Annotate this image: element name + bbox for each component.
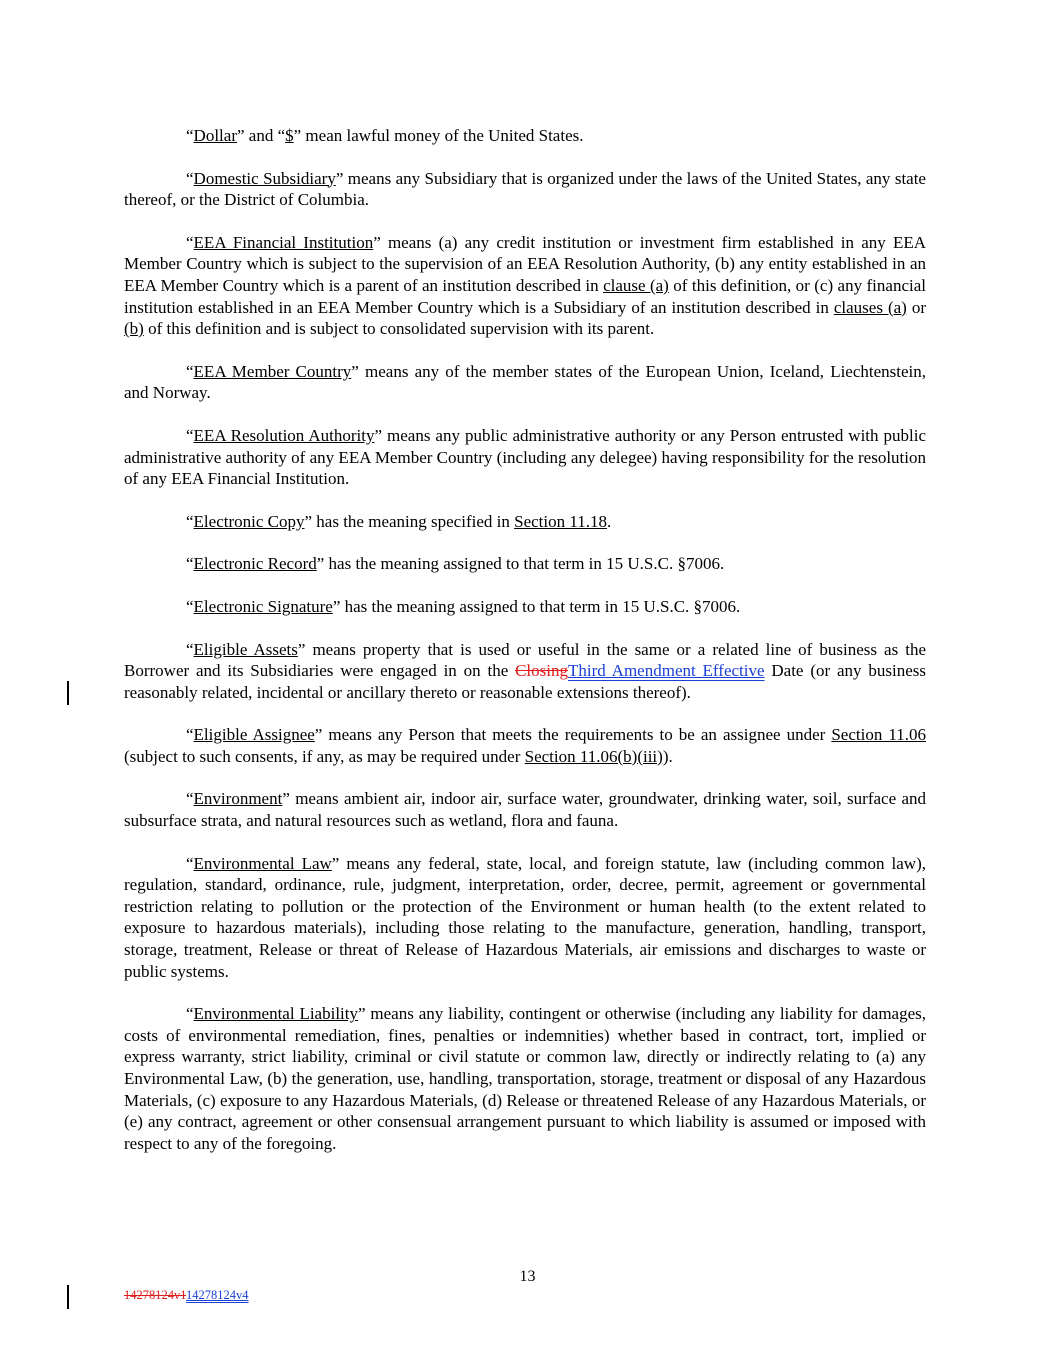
- defined-term: Environmental Law: [193, 853, 332, 873]
- tracked-deletion: Closing: [515, 661, 568, 681]
- cross-reference: Section 11.06: [831, 725, 926, 745]
- open-quote: “: [186, 511, 194, 531]
- cross-reference: Section 11.06(b)(iii): [524, 746, 663, 766]
- definition-eea-resolution-authority: [124, 425, 926, 490]
- open-quote: “: [186, 126, 194, 145]
- cross-reference: (b): [124, 319, 144, 339]
- defined-term: Electronic Record: [193, 554, 317, 574]
- definition-text: ” means property that is used or useful in the same or a related line of business as the Borrower and its Subsidiaries were engaged in on the: [124, 639, 926, 681]
- change-bar: [67, 1285, 69, 1309]
- defined-term: Environmental Liability: [193, 1004, 358, 1024]
- cross-reference: Section 11.18: [514, 511, 607, 531]
- defined-term: Electronic Copy: [193, 511, 305, 531]
- definition-text: ” means any liability, contingent or otherwise (including any liability for damages, costs of environmental remediation, fines, penalties or indemnities) whether based in contract, tort, implied or express warranty, strict liability, criminal or civil statute or common law, directly or indirectly relating to (a) any Environmental Law, (b) the generation, use, handling, transportation, storage, treatment or disposal of any Hazardous Materials, (c) exposure to any Hazardous Materials, (d) Release or threatened Release of any Hazardous Materials, or (e) any contract, agreement or other consensual arrangement pursuant to which liability is assumed or imposed with respect to any of the foregoing.: [124, 1004, 926, 1153]
- definition-text: of this definition and is subject to consolidated supervision with its parent.: [143, 319, 655, 339]
- definition-text: ” means any federal, state, local, and foreign statute, law (including common law), regulation, standard, ordinance, rule, judgment, interpretation, order, decree, permit, agreement or governmental restriction relating to pollution or the protection of the Environment or human health (to the extent related to exposure to hazardous materials), including those relating to the manufacture, generation, handling, transport, storage, treatment, Release or threat of Release of Hazardous Materials, air emissions and discharges to waste or public systems.: [124, 853, 926, 981]
- definition-text: of this definition, or (c) any financial institution established in an EEA Member Country which is a Subsidiary of an institution described in: [124, 275, 926, 317]
- definition-eea-member-country: [124, 361, 926, 404]
- defined-term: EEA Member Country: [193, 361, 352, 381]
- definition-environmental-law: [124, 853, 926, 983]
- defined-term: Electronic Signature: [193, 596, 333, 616]
- definition-domestic-subsidiary: [124, 168, 926, 211]
- defined-term: Dollar: [193, 126, 237, 145]
- change-bar: [67, 681, 69, 705]
- document-id: [124, 1288, 249, 1303]
- definition-electronic-copy: [124, 511, 926, 533]
- defined-term: EEA Financial Institution: [193, 232, 374, 252]
- definition-text: ” means any Person that meets the requirements to be an assignee under: [314, 725, 832, 745]
- definition-environmental-liability: [124, 1003, 926, 1154]
- cross-reference: clause (a): [603, 275, 669, 295]
- definition-text: ” means ambient air, indoor air, surface water, groundwater, drinking water, soil, surface and subsurface strata, and natural resources such as wetland, flora and fauna.: [124, 789, 926, 831]
- page-number: 13: [519, 1268, 536, 1285]
- open-quote: “: [186, 639, 194, 659]
- open-quote: “: [186, 789, 194, 809]
- definition-text: ).: [662, 746, 673, 766]
- open-quote: “: [186, 425, 194, 445]
- tracked-insertion: Third Amendment Effective: [568, 661, 765, 681]
- definition-text: ” has the meaning assigned to that term in 15 U.S.C. §7006.: [316, 554, 725, 574]
- definition-eea-financial-institution: [124, 232, 926, 340]
- definition-text: ” means any Subsidiary that is organized under the laws of the United States, any state thereof, or the District of Columbia.: [124, 168, 926, 210]
- definition-text: (subject to such consents, if any, as may be required under: [124, 746, 525, 766]
- definition-text: ” mean lawful money of the United States.: [293, 126, 584, 145]
- open-quote: “: [186, 725, 194, 745]
- definition-electronic-record: [124, 553, 926, 575]
- defined-term: Eligible Assignee: [193, 725, 315, 745]
- definition-text: Date (or any business reasonably related, incidental or ancillary thereto or reasonable extensions thereof).: [124, 661, 926, 702]
- document-body: [124, 125, 926, 1175]
- defined-term: Domestic Subsidiary: [193, 168, 336, 188]
- connector-text: ” and “: [236, 126, 286, 145]
- defined-term: EEA Resolution Authority: [193, 425, 375, 445]
- defined-term: Eligible Assets: [193, 639, 298, 659]
- definition-environment: [124, 788, 926, 831]
- open-quote: “: [186, 554, 194, 574]
- tracked-insertion: 14278124v4: [186, 1288, 249, 1302]
- definition-electronic-signature: [124, 596, 926, 618]
- definition-text: or: [906, 297, 926, 317]
- open-quote: “: [186, 853, 194, 873]
- cross-reference: clauses (a): [833, 297, 907, 317]
- definition-eligible-assets: [124, 639, 926, 704]
- open-quote: “: [186, 596, 194, 616]
- open-quote: “: [186, 1004, 194, 1024]
- definition-text: ” means (a) any credit institution or investment firm established in any EEA Member Country which is subject to the supervision of an EEA Resolution Authority, (b) any entity established in an EEA Member Country which is a parent of an institution described in: [124, 232, 926, 295]
- definition-text: ” has the meaning specified in: [304, 511, 515, 531]
- definition-text: ” means any of the member states of the European Union, Iceland, Liechtenstein, and Norway.: [124, 361, 927, 403]
- defined-term: $: [285, 126, 294, 145]
- tracked-deletion: 14278124v1: [124, 1288, 187, 1302]
- definition-eligible-assignee: [124, 724, 926, 767]
- definition-text: ” has the meaning assigned to that term in 15 U.S.C. §7006.: [332, 596, 741, 616]
- definition-text: ” means any public administrative authority or any Person entrusted with public administrative authority of any EEA Member Country (including any delegee) having responsibility for the resolution of any EEA Financial Institution.: [124, 425, 927, 489]
- defined-term: Environment: [193, 789, 283, 809]
- open-quote: “: [186, 168, 194, 188]
- open-quote: “: [186, 232, 194, 252]
- definition-text: .: [606, 511, 612, 531]
- open-quote: “: [186, 361, 194, 381]
- definition-dollar: [124, 125, 926, 147]
